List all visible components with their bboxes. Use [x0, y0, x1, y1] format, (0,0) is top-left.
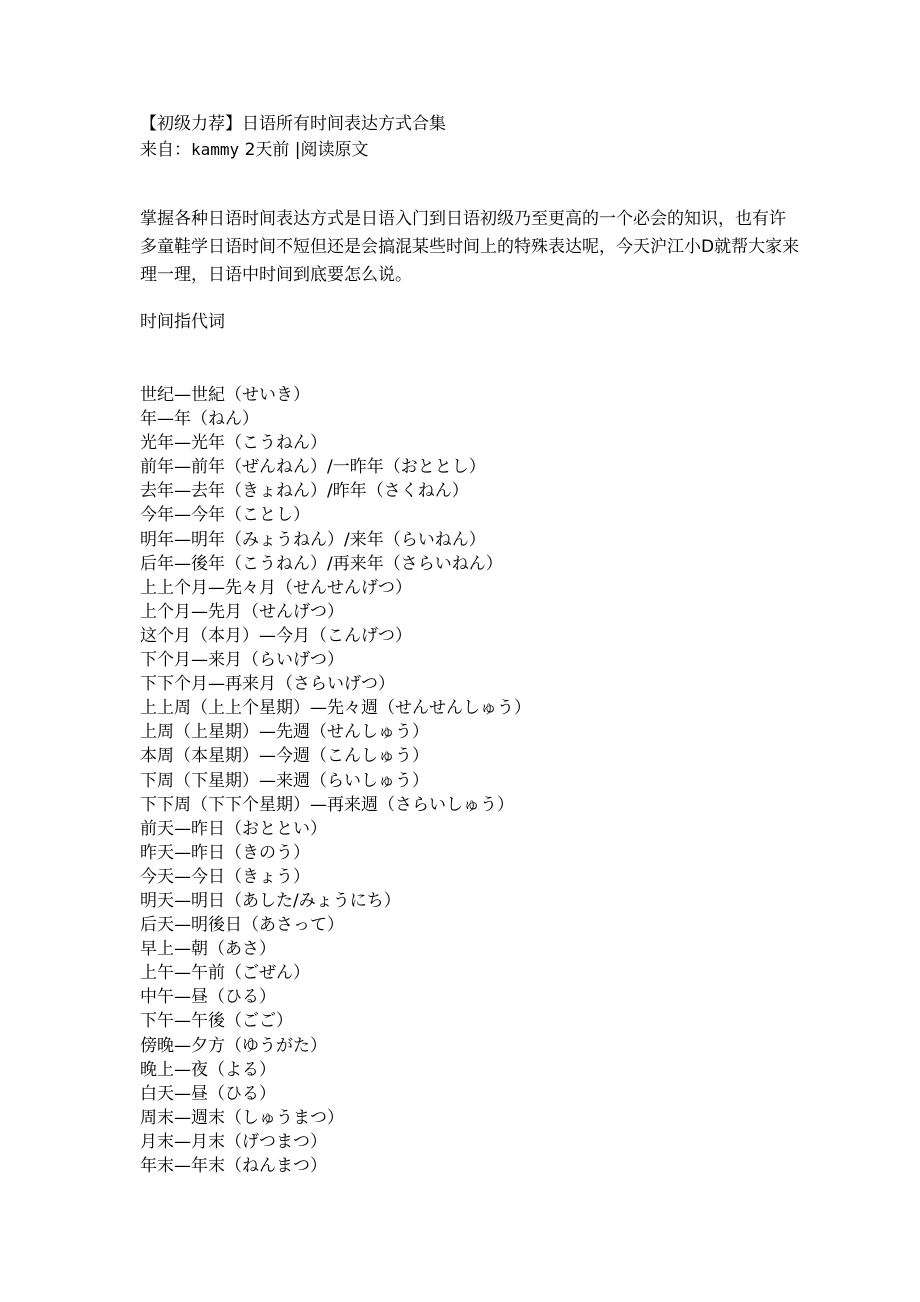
- vocab-item: 下下周（下下个星期）—再来週（さらいしゅう）: [140, 794, 514, 815]
- vocab-item: 明天—明日（あした/みょうにち）: [140, 890, 401, 911]
- vocab-item: 去年—去年（きょねん）/昨年（さくねん）: [140, 481, 469, 502]
- vocab-item: 后年—後年（こうねん）/再来年（さらいねん）: [140, 553, 503, 574]
- section-heading: 时间指代词: [140, 312, 225, 332]
- vocab-item: 下下个月—再来月（さらいげつ）: [140, 674, 395, 695]
- author-name: kammy: [191, 140, 240, 159]
- separator: |: [294, 140, 301, 160]
- vocab-item: 上周（上星期）—先週（せんしゅう）: [140, 722, 429, 743]
- article-title: 【初级力荐】日语所有时间表达方式合集: [140, 114, 446, 134]
- vocab-list: [140, 383, 800, 1178]
- article-source-line: [140, 137, 800, 163]
- vocab-item: 本周（本星期）—今週（こんしゅう）: [140, 746, 429, 767]
- vocab-item: 前天—昨日（おととい）: [140, 818, 327, 839]
- vocab-item: 下午—午後（ごご）: [140, 1011, 293, 1032]
- vocab-item: 下周（下星期）—来週（らいしゅう）: [140, 770, 429, 791]
- vocab-item: 年末—年末（ねんまつ）: [140, 1156, 327, 1176]
- vocab-item: 下个月—来月（らいげつ）: [140, 650, 344, 671]
- vocab-item: 世纪—世紀（せいき）: [140, 385, 310, 405]
- vocab-item: 傍晚—夕方（ゆうがた）: [140, 1035, 327, 1056]
- vocab-item: 今年—今年（ことし）: [140, 505, 310, 526]
- vocab-item: 这个月（本月）—今月（こんげつ）: [140, 625, 412, 646]
- source-prefix: 来自：: [140, 140, 191, 160]
- intro-paragraph: 掌握各种日语时间表达方式是日语入门到日语初级乃至更高的一个必会的知识，也有许多童鞋学日语时间不短但还是会搞混某些时间上的特殊表达呢，今天沪江小D就帮大家来理一理，日语中时间到底要怎么说。: [140, 209, 800, 285]
- vocab-item: 中午—昼（ひる）: [140, 987, 276, 1008]
- vocab-item: 今天—今日（きょう）: [140, 866, 310, 887]
- vocab-item: 周末—週末（しゅうまつ）: [140, 1107, 344, 1128]
- vocab-item: 白天—昼（ひる）: [140, 1083, 276, 1104]
- vocab-item: 明年—明年（みょうねん）/来年（らいねん）: [140, 529, 486, 550]
- vocab-item: 光年—光年（こうねん）: [140, 433, 327, 454]
- vocab-item: 上上周（上上个星期）—先々週（せんせんしゅう）: [140, 698, 531, 719]
- vocab-item: 晚上—夜（よる）: [140, 1059, 276, 1080]
- vocab-item: 上午—午前（ごぜん）: [140, 963, 310, 984]
- vocab-item: 早上—朝（あさ）: [140, 939, 276, 960]
- vocab-item: 昨天—昨日（きのう）: [140, 842, 310, 863]
- read-original-link[interactable]: 阅读原文: [300, 140, 369, 160]
- vocab-item: 前年—前年（ぜんねん）/一昨年（おととし）: [140, 457, 486, 478]
- vocab-item: 后天—明後日（あさって）: [140, 915, 344, 936]
- article-body: [140, 111, 800, 1194]
- vocab-item: 上个月—先月（せんげつ）: [140, 601, 344, 622]
- vocab-item: 年—年（ねん）: [140, 409, 259, 430]
- vocab-item: 月末—月末（げつまつ）: [140, 1131, 327, 1152]
- time-ago: 2天前: [239, 140, 295, 160]
- vocab-item: 上上个月—先々月（せんせんげつ）: [140, 577, 412, 598]
